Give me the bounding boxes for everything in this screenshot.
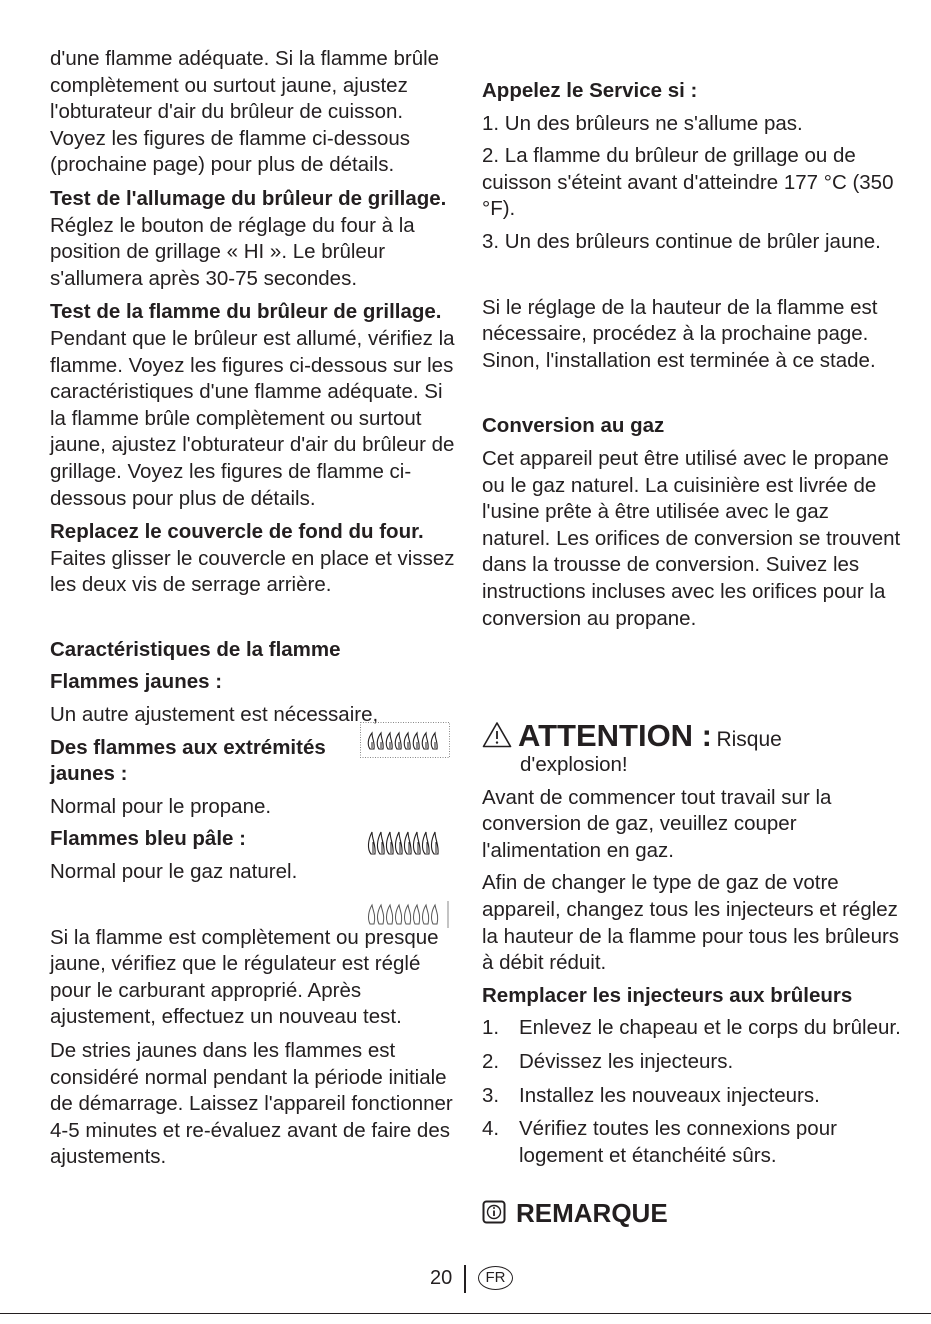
step-1 [482, 1015, 902, 1042]
service-item-1: 1. Un des brûleurs ne s'allume pas. [482, 111, 803, 135]
section-flame-test [50, 299, 455, 512]
gas-conversion-heading: Conversion au gaz [482, 414, 665, 438]
paragraph-gas-conversion: Cet appareil peut être utilisé avec le propane ou le gaz naturel. La cuisinière est livrée de l'usine prête à être utilisée avec le gaz naturel. Les orifices de conversion se trouvent dans la trousse de conversion. Suivez les instructions incluses avec les orifices pour la conversion au propane. [482, 446, 901, 630]
yellow-flame-drawing [360, 722, 450, 758]
attention-title-row [482, 718, 782, 754]
section-ignition-test [50, 186, 455, 292]
step-3-number: 3. [482, 1083, 500, 1107]
blue-flame-drawing [364, 896, 452, 930]
step-1-number: 1. [482, 1016, 500, 1040]
footer-divider [464, 1265, 466, 1293]
step-3-text: Installez les nouveaux injecteurs. [519, 1083, 820, 1107]
step-4 [482, 1116, 902, 1169]
left-column [50, 0, 455, 1171]
right-column-lower [482, 752, 902, 1169]
info-box-icon [482, 1200, 506, 1229]
step-2-number: 2. [482, 1049, 500, 1073]
blue-flames-heading: Flammes bleu pâle : [50, 827, 246, 851]
ignition-test-text: Réglez le bouton de réglage du four à la position de grillage « HI ». Le brûleur s'allumera après 30-75 secondes. [50, 213, 415, 290]
remarque-row [482, 1198, 668, 1229]
paragraph-before-work: Avant de commencer tout travail sur la conversion de gaz, veuillez couper l'alimentation en gaz. [482, 785, 832, 862]
step-3 [482, 1083, 902, 1110]
attention-title: ATTENTION : [518, 718, 713, 753]
cover-replace-heading: Replacez le couvercle de fond du four. [50, 520, 424, 544]
ignition-test-heading: Test de l'allumage du brûleur de grillage. [50, 186, 447, 210]
yellow-tip-flame-icon [362, 826, 450, 860]
attention-subtitle: d'explosion! [520, 753, 628, 776]
service-heading: Appelez le Service si : [482, 79, 698, 102]
right-column [482, 0, 902, 632]
language-badge: FR [478, 1266, 513, 1290]
step-4-text: Vérifiez toutes les connexions pour logement et étanchéité sûrs. [519, 1117, 837, 1167]
flame-characteristics-heading: Caractéristiques de la flamme [50, 637, 341, 661]
paragraph-yellow-check: Si la flamme est complètement ou presque jaune, vérifiez que le régulateur est réglé pour le carburant approprié. Après ajustement, effectuez un nouveau test. [50, 925, 439, 1029]
yellow-tip-flame-drawing [362, 826, 450, 860]
paragraph-flame-height: Si le réglage de la hauteur de la flamme est nécessaire, procédez à la prochaine page. Sinon, l'installation est terminée à ce stade. [482, 295, 878, 372]
yellow-flames-heading: Flammes jaunes : [50, 670, 223, 694]
step-4-number: 4. [482, 1117, 500, 1141]
service-item-3: 3. Un des brûleurs continue de brûler jaune. [482, 229, 881, 253]
page-number: 20 [430, 1267, 453, 1289]
step-2-text: Dévissez les injecteurs. [519, 1049, 734, 1073]
paragraph-stripes: De stries jaunes dans les flammes est considéré normal pendant la période initiale de démarrage. Laissez l'appareil fonctionner 4-5 minutes et re-évaluez avant de faire des ajustements. [50, 1039, 453, 1169]
page-footer [0, 1265, 931, 1295]
yellow-flame-icon [360, 722, 450, 758]
step-2 [482, 1049, 902, 1076]
blue-flame-icon [364, 896, 452, 930]
attention-risk: Risque [716, 728, 782, 751]
step-1-text: Enlevez le chapeau et le corps du brûleur. [519, 1016, 901, 1040]
yellow-flames-text: Un autre ajustement est nécessaire, [50, 703, 379, 727]
blue-flames-text: Normal pour le gaz naturel. [50, 860, 298, 884]
yellow-tips-heading: Des flammes aux extrémités jaunes : [50, 735, 326, 786]
bottom-rule [0, 1313, 931, 1314]
service-item-2: 2. La flamme du brûleur de grillage ou de cuisson s'éteint avant d'atteindre 177 °C (350 °F). [482, 144, 894, 221]
section-cover-replace [50, 519, 455, 599]
remarque-title: REMARQUE [516, 1198, 668, 1228]
yellow-tips-text: Normal pour le propane. [50, 794, 272, 818]
paragraph-flame-adjust: d'une flamme adéquate. Si la flamme brûle complètement ou surtout jaune, ajustez l'obturateur d'air du brûleur de cuisson. Voyez les figures de flamme ci-dessous (prochaine page) pour plus de détails. [50, 47, 440, 177]
injectors-heading: Remplacer les injecteurs aux brûleurs [482, 983, 853, 1007]
warning-triangle-icon [482, 721, 512, 753]
flame-test-heading: Test de la flamme du brûleur de grillage. [50, 300, 442, 324]
cover-replace-text: Faites glisser le couvercle en place et vissez les deux vis de serrage arrière. [50, 546, 455, 597]
paragraph-change-gas: Afin de changer le type de gaz de votre appareil, changez tous les injecteurs et réglez la hauteur de la flamme pour tous les brûleurs à débit réduit. [482, 871, 900, 975]
flame-test-text: Pendant que le brûleur est allumé, vérifiez la flamme. Voyez les figures ci-dessous sur les caractéristiques d'une flamme adéquate. Si la flamme brûle complètement ou surtout jaune, ajustez l'obturateur d'air du brûleur de grillage. Voyez les figures de flamme ci-dessous pour plus de détails. [50, 326, 455, 510]
